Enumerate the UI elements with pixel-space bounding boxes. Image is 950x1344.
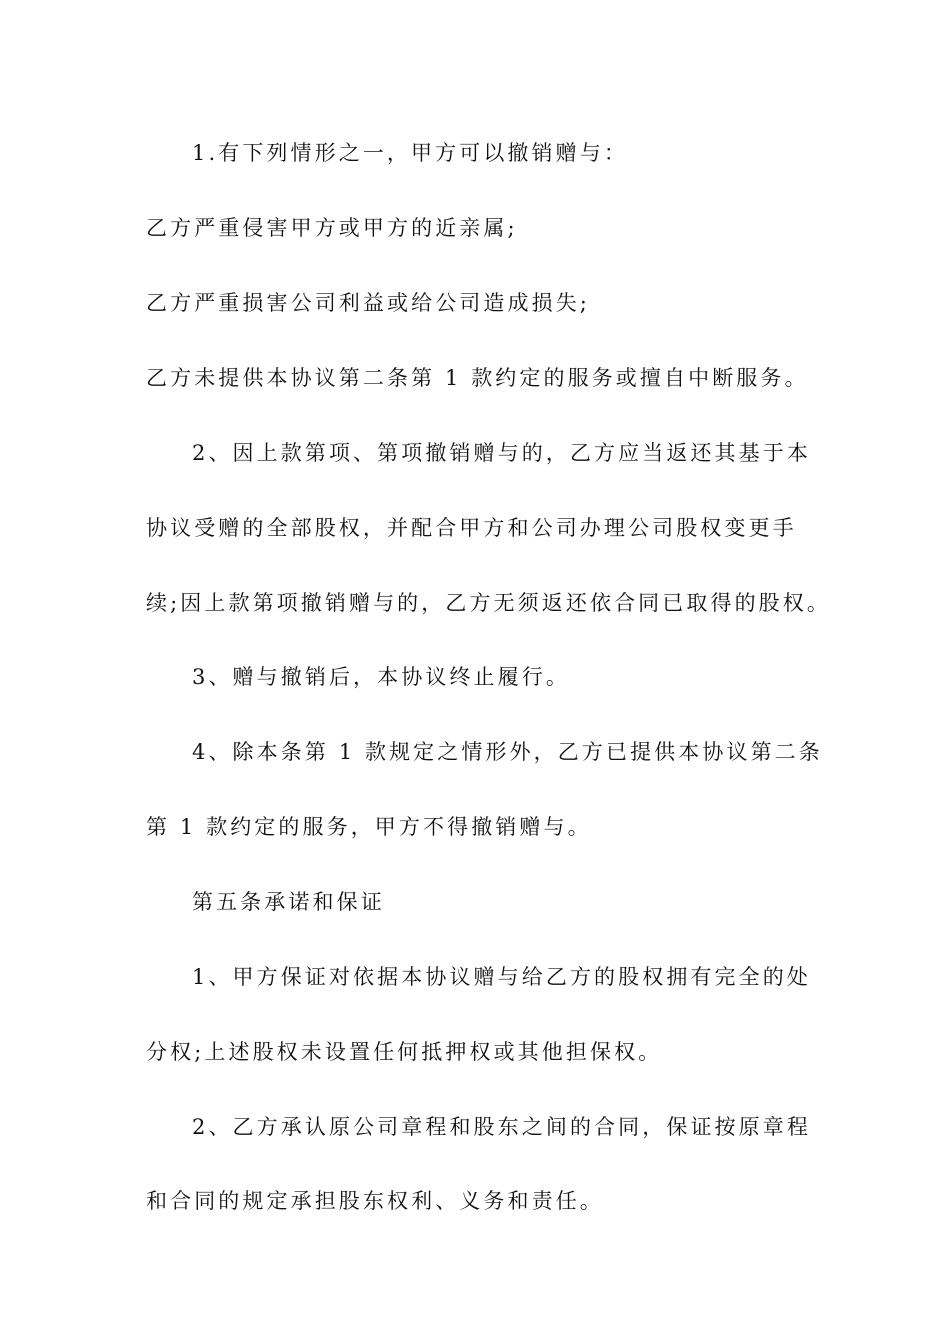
section-heading: 第五条承诺和保证 xyxy=(192,890,385,914)
paragraph-line: 乙方严重侵害甲方或甲方的近亲属; xyxy=(146,216,518,240)
paragraph-line: 4、除本条第 1 款规定之情形外，乙方已提供本协议第二条 xyxy=(192,740,823,764)
paragraph-line: 和合同的规定承担股东权利、义务和责任。 xyxy=(146,1189,604,1213)
paragraph-line: 乙方未提供本协议第二条第 1 款约定的服务或擅自中断服务。 xyxy=(146,366,809,390)
paragraph-line: 第 1 款约定的服务，甲方不得撤销赠与。 xyxy=(146,815,592,839)
paragraph-line: 乙方严重损害公司利益或给公司造成损失; xyxy=(146,291,590,315)
paragraph-line: 协议受赠的全部股权，并配合甲方和公司办理公司股权变更手 xyxy=(146,516,797,540)
paragraph-line: 1.有下列情形之一，甲方可以撤销赠与： xyxy=(192,141,628,165)
paragraph-line: 续;因上款第项撤销赠与的，乙方无须返还依合同已取得的股权。 xyxy=(146,591,831,615)
paragraph-line: 2、因上款第项、第项撤销赠与的，乙方应当返还其基于本 xyxy=(192,441,811,465)
paragraph-line: 2、乙方承认原公司章程和股东之间的合同，保证按原章程 xyxy=(192,1115,811,1139)
paragraph-line: 3、赠与撤销后，本协议终止履行。 xyxy=(192,665,570,689)
paragraph-line: 分权;上述股权未设置任何抵押权或其他担保权。 xyxy=(146,1040,663,1064)
paragraph-line: 1、甲方保证对依据本协议赠与给乙方的股权拥有完全的处 xyxy=(192,965,811,989)
